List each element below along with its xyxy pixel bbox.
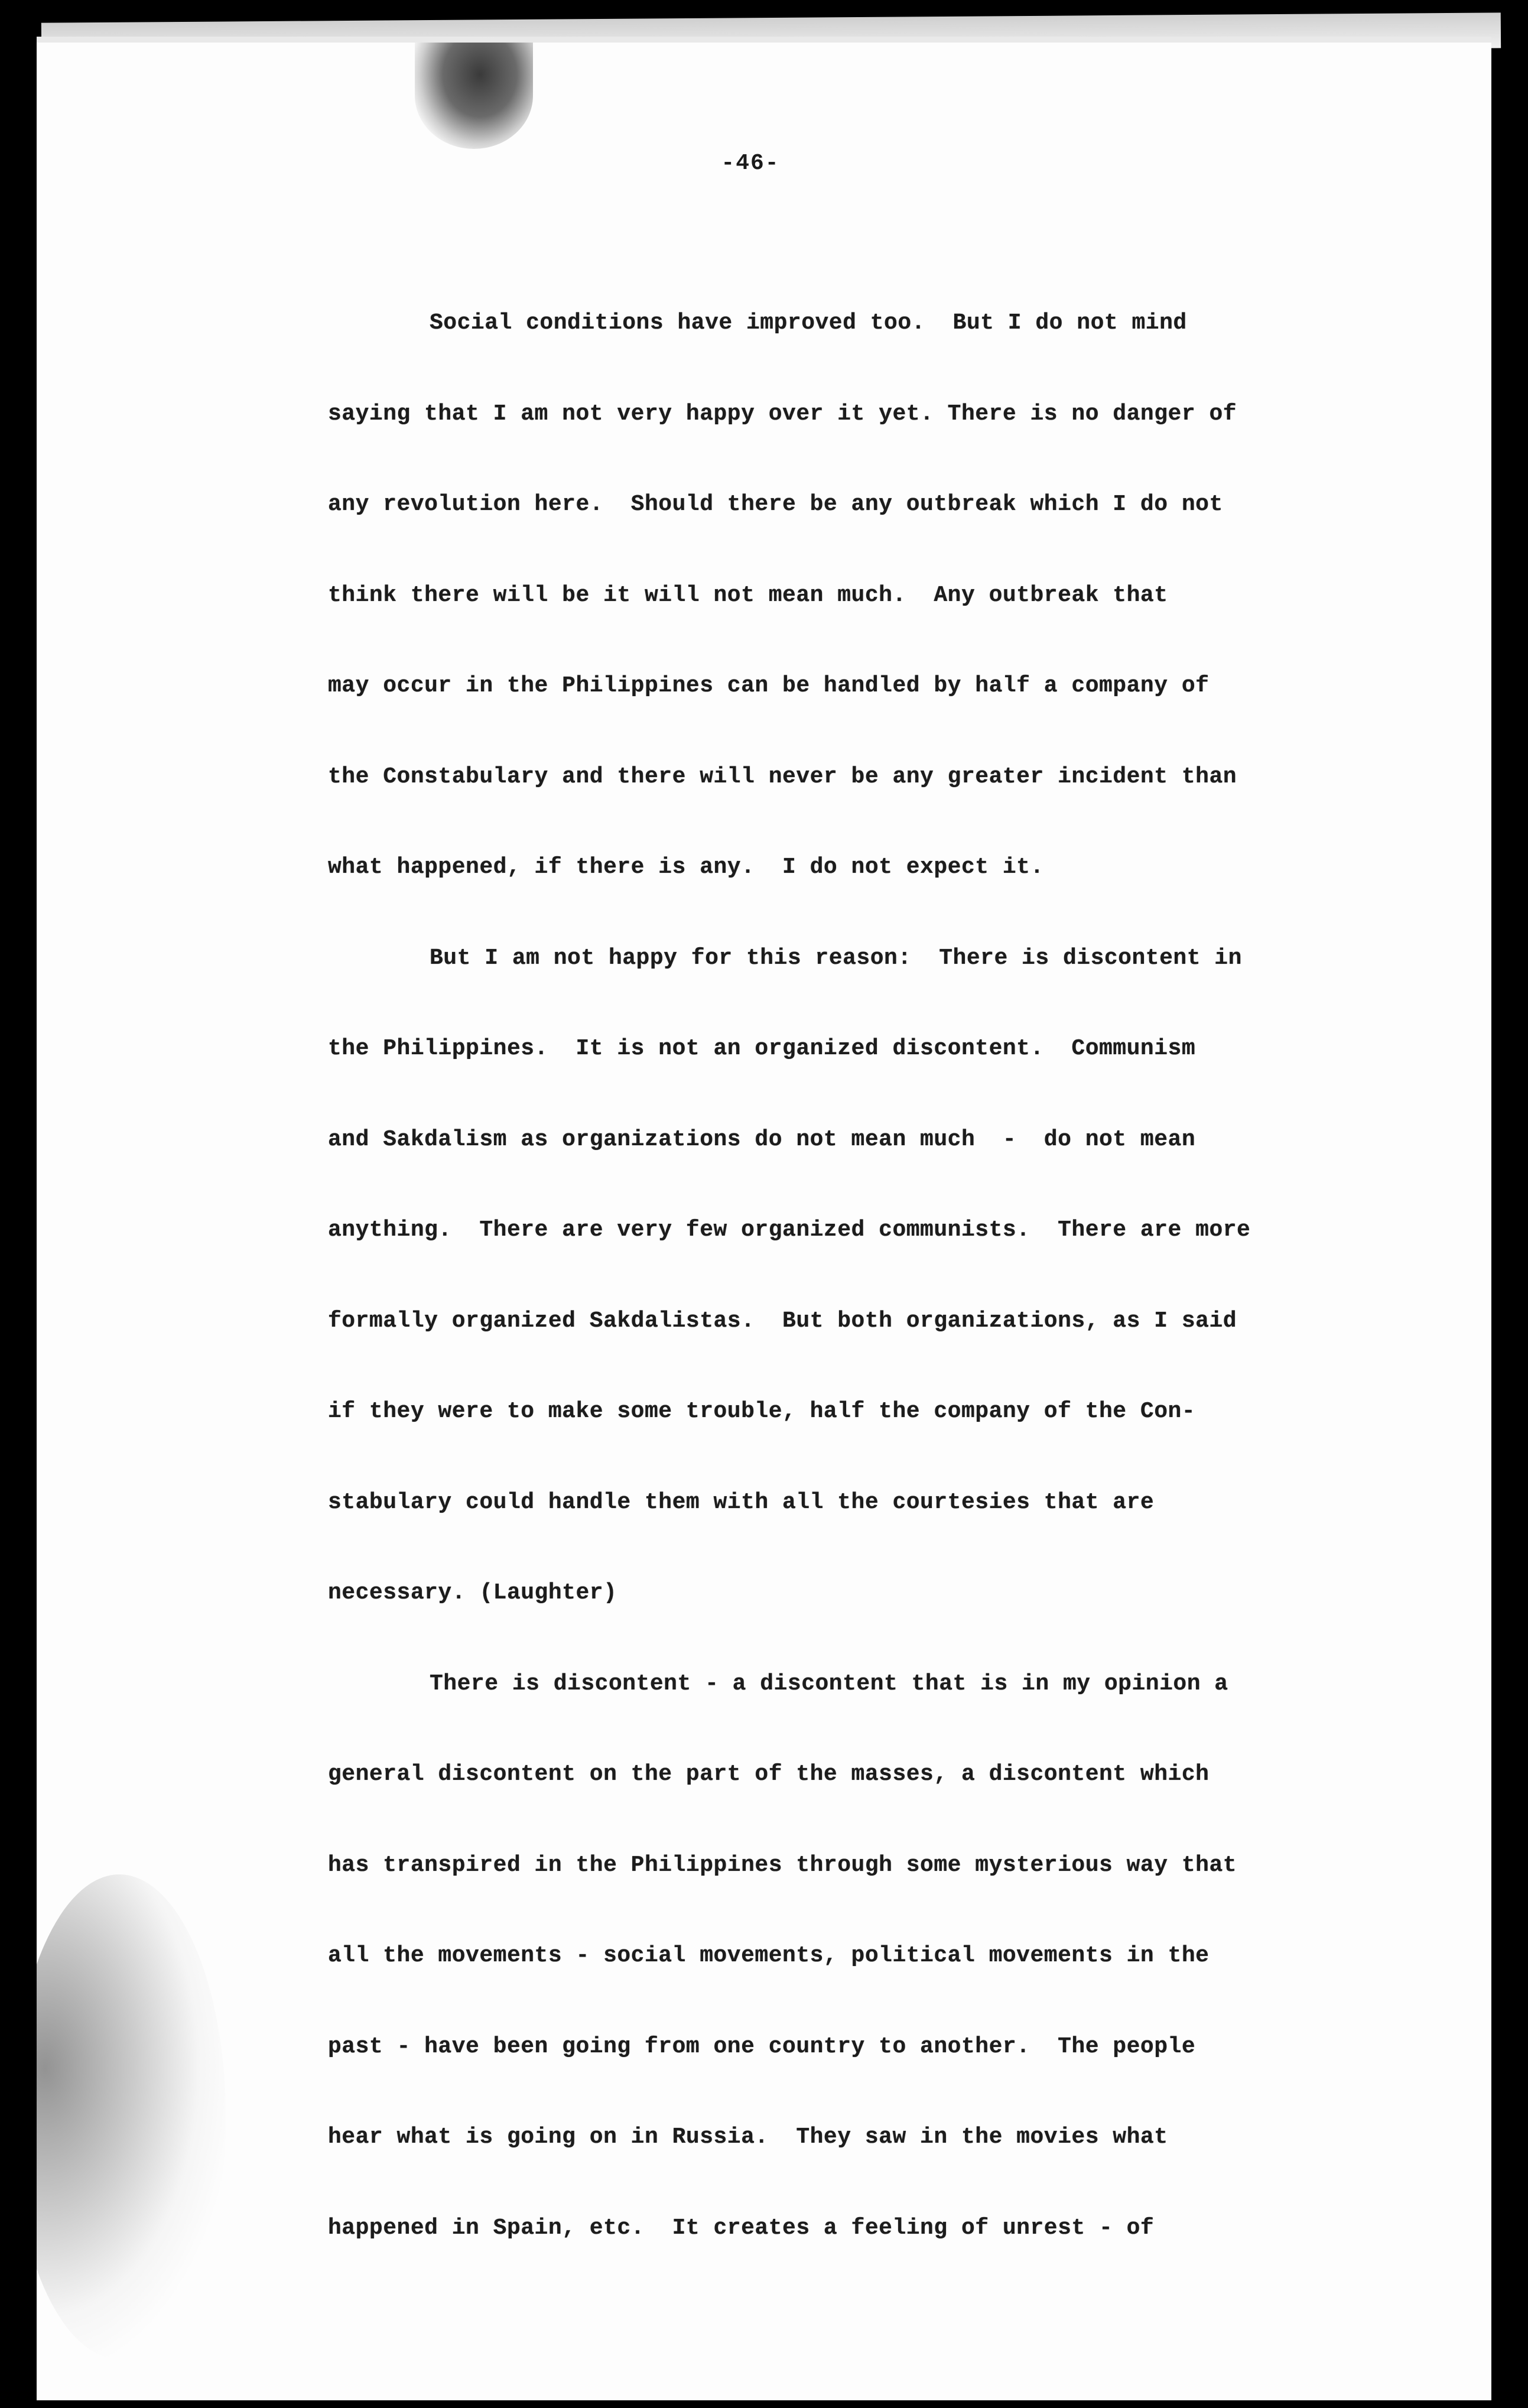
text-line: and Sakdalism as organizations do not mean much - do not mean: [328, 1126, 1196, 1152]
top-ink-smudge: [415, 43, 533, 149]
text-line: saying that I am not very happy over it yet. There is no danger of: [328, 401, 1237, 427]
text-line: think there will be it will not mean much. Any outbreak that: [328, 582, 1168, 608]
text-line: Social conditions have improved too. But I do not mind: [430, 310, 1187, 336]
text-line: necessary. (Laughter): [328, 1580, 617, 1606]
text-line: has transpired in the Philippines through some mysterious way that: [328, 1852, 1237, 1878]
text-line: There is discontent - a discontent that is in my opinion a: [430, 1671, 1228, 1697]
text-line: what happened, if there is any. I do not expect it.: [328, 854, 1044, 880]
text-line: anything. There are very few organized communists. There are more: [328, 1217, 1251, 1243]
text-line: stabulary could handle them with all the courtesies that are: [328, 1489, 1155, 1515]
text-line: the Philippines. It is not an organized discontent. Communism: [328, 1036, 1196, 1061]
text-line: any revolution here. Should there be any outbreak which I do not: [328, 492, 1223, 517]
text-line: past - have been going from one country to another. The people: [328, 2033, 1196, 2059]
text-line: formally organized Sakdalistas. But both organizations, as I said: [328, 1308, 1237, 1334]
text-line: happened in Spain, etc. It creates a feeling of unrest - of: [328, 2215, 1155, 2241]
text-line: all the movements - social movements, political movements in the: [328, 1943, 1210, 1968]
left-margin-stain: [37, 1874, 226, 2359]
typed-body-text: [328, 278, 1433, 2273]
text-line: if they were to make some trouble, half the company of the Con-: [328, 1399, 1196, 1424]
text-line: hear what is going on in Russia. They saw in the movies what: [328, 2124, 1168, 2150]
text-line: the Constabulary and there will never be any greater incident than: [328, 763, 1237, 789]
page-number: -46-: [721, 151, 780, 176]
text-line: may occur in the Philippines can be handled by half a company of: [328, 673, 1210, 698]
text-line: But I am not happy for this reason: There is discontent in: [430, 945, 1242, 971]
text-line: general discontent on the part of the masses, a discontent which: [328, 1762, 1210, 1787]
